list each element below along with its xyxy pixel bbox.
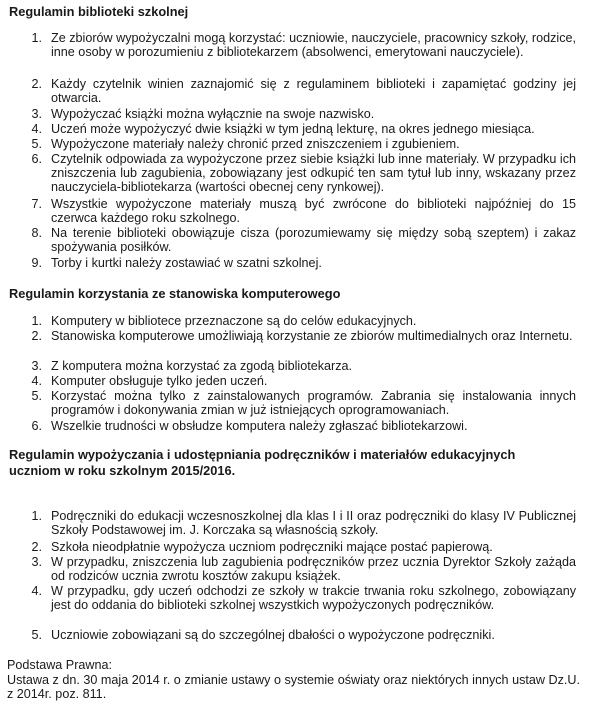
item-text: Korzystać można tylko z zainstalowanych programów. Zabrania się instalowania innych programów i dokonywania zmian w już istniejących oprogramowaniach.	[51, 389, 576, 417]
item-text: Z komputera można korzystać za zgodą bibliotekarza.	[51, 359, 352, 373]
item-number: 9.	[31, 256, 42, 270]
item-number: 6.	[31, 419, 42, 433]
item-number: 1.	[31, 31, 42, 45]
item-number: 1.	[31, 314, 42, 328]
item-number: 4.	[31, 584, 42, 598]
item-text: Na terenie biblioteki obowiązuje cisza (porozumiewamy się między sobą szeptem) i zakaz spożywania posiłków.	[51, 226, 576, 254]
item-number: 5.	[31, 628, 42, 642]
item-text: Wypożyczać książki można wyłącznie na swoje nazwisko.	[51, 107, 375, 121]
item-text: Uczniowie zobowiązani są do szczególnej dbałości o wypożyczone podręczniki.	[51, 628, 495, 642]
item-text: Podręczniki do edukacji wczesnoszkolnej dla klas I i II oraz podręczniki do klasy IV Publicznej Szkoły Podstawowej im. J. Korczaka są własnością szkoły.	[51, 509, 576, 537]
item-number: 1.	[31, 509, 42, 523]
item-number: 2.	[31, 540, 42, 554]
item-number: 5.	[31, 137, 42, 151]
item-number: 7.	[31, 197, 42, 211]
legal-basis-label: Podstawa Prawna:	[7, 658, 113, 672]
item-number: 2.	[31, 329, 42, 343]
section2-title: Regulamin korzystania ze stanowiska komputerowego	[9, 286, 341, 301]
item-number: 3.	[31, 107, 42, 121]
section1-title: Regulamin biblioteki szkolnej	[9, 4, 189, 19]
legal-basis-text: Ustawa z dn. 30 maja 2014 r. o zmianie ustawy o systemie oświaty oraz niektórych innych ustaw Dz.U. z 2014r. poz. 811.	[7, 673, 580, 701]
item-number: 3.	[31, 555, 42, 569]
item-text: W przypadku, zniszczenia lub zagubienia podręczników przez ucznia Dyrektor Szkoły zażąda od rodziców ucznia zwrotu kosztów zakupu książek.	[51, 555, 576, 583]
item-text: Stanowiska komputerowe umożliwiają korzystanie ze zbiorów multimedialnych oraz Internetu.	[51, 329, 573, 343]
section3-title: Regulamin wypożyczania i udostępniania podręczników i materiałów edukacyjnych	[9, 447, 516, 462]
section3-title-line2: uczniom w roku szkolnym 2015/2016.	[9, 463, 236, 478]
item-number: 5.	[31, 389, 42, 403]
item-text: Komputer obsługuje tylko jeden uczeń.	[51, 374, 268, 388]
item-text: Wszelkie trudności w obsłudze komputera należy zgłaszać bibliotekarzowi.	[51, 419, 468, 433]
item-number: 4.	[31, 374, 42, 388]
item-text: Torby i kurtki należy zostawiać w szatni szkolnej.	[51, 256, 322, 270]
item-number: 8.	[31, 226, 42, 240]
item-number: 6.	[31, 152, 42, 166]
item-text: Wypożyczone materiały należy chronić przed zniszczeniem i zgubieniem.	[51, 137, 460, 151]
item-number: 2.	[31, 77, 42, 91]
item-text: Szkoła nieodpłatnie wypożycza uczniom podręczniki mające postać papierową.	[51, 540, 493, 554]
item-number: 4.	[31, 122, 42, 136]
item-number: 3.	[31, 359, 42, 373]
item-text: W przypadku, gdy uczeń odchodzi ze szkoły w trakcie trwania roku szkolnego, zobowiązany jest do oddania do biblioteki szkolnej wszystkich wypożyczonych podręczników.	[51, 584, 576, 612]
item-text: Czytelnik odpowiada za wypożyczone przez siebie książki lub inne materiały. W przypadku ich zniszczenia lub zagubienia, zobowiązany jest odkupić ten sam tytuł lub inny, wskazany przez nauczyciela-bibliotekarza (wartości obecnej ceny rynkowej).	[51, 152, 576, 194]
item-text: Wszystkie wypożyczone materiały muszą być zwrócone do biblioteki najpóźniej do 15 czerwca każdego roku szkolnego.	[51, 197, 576, 225]
item-text: Ze zbiorów wypożyczalni mogą korzystać: uczniowie, nauczyciele, pracownicy szkoły, rodzice, inne osoby w porozumieniu z bibliotekarzem (absolwenci, emerytowani nauczyciele).	[51, 31, 576, 59]
item-text: Uczeń może wypożyczyć dwie książki w tym jedną lekturę, na okres jednego miesiąca.	[51, 122, 535, 136]
item-text: Komputery w bibliotece przeznaczone są do celów edukacyjnych.	[51, 314, 417, 328]
item-text: Każdy czytelnik winien zaznajomić się z regulaminem biblioteki i zapamiętać godziny jej otwarcia.	[51, 77, 576, 105]
